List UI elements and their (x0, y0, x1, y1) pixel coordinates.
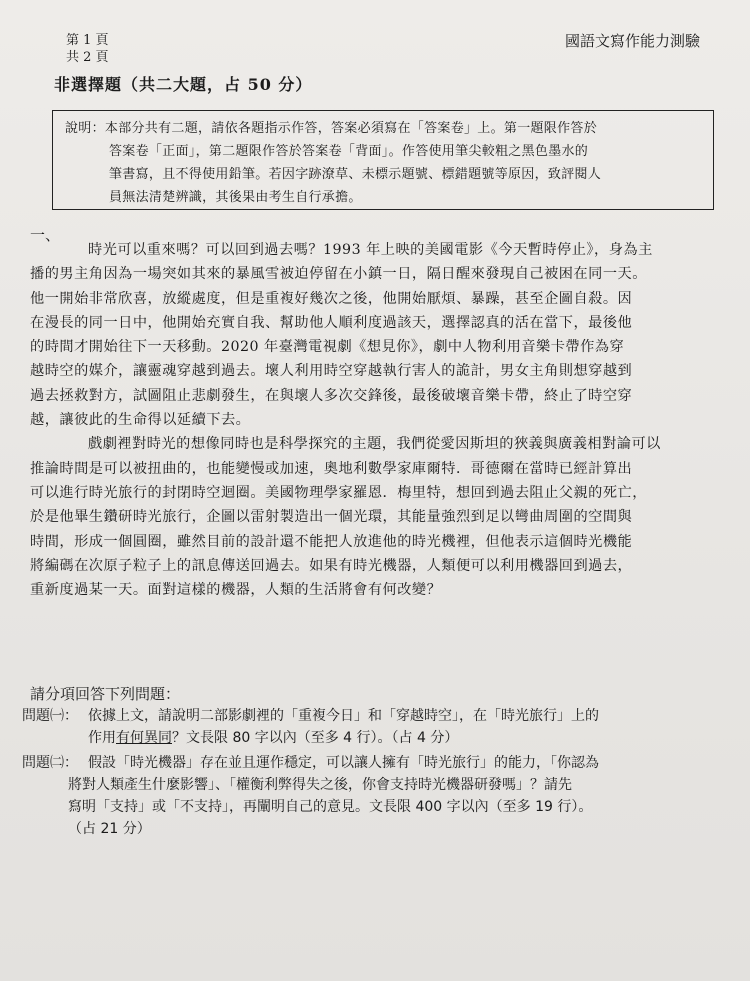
passage-line: 他一開始非常欣喜，放縱處度，但是重複好幾次之後，他開始厭煩、暴躁，甚至企圖自殺。因 (30, 290, 633, 307)
passage-line: 重新度過某一天。面對這樣的機器，人類的生活將會有何改變？ (30, 582, 442, 599)
total-pages-label: 共 2 頁 (66, 50, 109, 65)
question-2-body (68, 752, 728, 840)
q1-text-post: ？文長限 80 字以內（至多 4 行）。（占 4 分） (172, 730, 459, 746)
question-1-body (88, 705, 728, 749)
passage-line: 的時間才開始往下一天移動。2020 年臺灣電視劇《想見你》，劇中人物利用音樂卡帶作為穿 (30, 339, 625, 356)
question-1-line: 依據上文，請說明二部影劇裡的「重複今日」和「穿越時空」，在「時光旅行」上的 (88, 708, 599, 724)
question-2 (22, 752, 742, 844)
q1-underlined-text: 有何異同 (116, 730, 172, 746)
reading-passage (30, 238, 720, 602)
page-number-block (66, 32, 109, 66)
page-label: 第 1 頁 (66, 33, 109, 48)
passage-line: 將編碼在次原子粒子上的訊息傳送回過去。如果有時光機器，人類便可以利用機器回到過去， (30, 557, 633, 574)
passage-line: 時間，形成一個圓圈，雖然目前的設計還不能把人放進他的時光機裡，但他表示這個時光機能 (30, 533, 633, 550)
question-2-label: 問題㈡： (22, 755, 78, 771)
instructions-line: 說明：本部分共有二題，請依各題指示作答，答案必須寫在「答案卷」上。第一題限作答於 (65, 121, 598, 136)
passage-line: 播的男主角因為一場突如其來的暴風雪被迫停留在小鎮一日，隔日醒來發現自己被困在同一天。 (30, 266, 647, 283)
passage-line: 在漫長的同一日中，他開始充實自我、幫助他人順利度過該天，選擇認真的活在當下，最後他 (30, 314, 633, 331)
question-1-label: 問題㈠： (22, 708, 78, 724)
instructions-line: 筆書寫，且不得使用鉛筆。若因字跡潦草、未標示題號、標錯題號等原因，致評閱人 (109, 167, 602, 182)
q1-text-pre: 作用 (88, 730, 116, 746)
instructions-line: 答案卷「正面」，第二題限作答於答案卷「背面」。作答使用筆尖較粗之黑色墨水的 (109, 144, 589, 159)
passage-line: 戲劇裡對時光的想像同時也是科學探究的主題，我們從愛因斯坦的狹義與廣義相對論可以 (88, 436, 661, 453)
passage-line: 過去拯救對方，試圖阻止悲劇發生，在與壞人多次交鋒後，最後破壞音樂卡帶，終止了時空穿 (30, 387, 633, 404)
question-1-line-2 (88, 727, 728, 749)
section-number: 一、 (30, 226, 61, 244)
passage-line: 可以進行時光旅行的封閉時空迴圈。美國物理學家羅恩．梅里特，想回到過去阻止父親的死亡， (30, 484, 647, 501)
question-2-line: 寫明「支持」或「不支持」，再闡明自己的意見。文長限 400 字以內（至多 19 行）。 (68, 799, 593, 815)
exam-title: 國語文寫作能力測驗 (564, 32, 700, 50)
section-title: 非選擇題（共二大題，占 50 分） (54, 75, 313, 94)
passage-line: 時光可以重來嗎？可以回到過去嗎？1993 年上映的美國電影《今天暫時停止》，身為主 (88, 242, 653, 258)
passage-line: 越，讓彼此的生命得以延續下去。 (30, 412, 251, 429)
question-2-line: 假設「時光機器」存在並且運作穩定，可以讓人擁有「時光旅行」的能力，「你認為 (88, 755, 599, 771)
question-2-line: 將對人類產生什麼影響」、「權衡利弊得失之後，你會支持時光機器研發嗎」？請先 (68, 777, 572, 793)
question-2-line: （占 21 分） (68, 821, 151, 837)
question-1 (22, 705, 742, 751)
instructions-box (52, 110, 714, 210)
passage-paragraph-1 (30, 238, 720, 432)
passage-line: 推論時間是可以被扭曲的，也能變慢或加速，奧地利數學家庫爾特．哥德爾在當時已經計算出 (30, 460, 633, 477)
instructions-line: 員無法清楚辨識，其後果由考生自行承擔。 (109, 190, 362, 205)
passage-line: 於是他畢生鑽研時光旅行，企圖以雷射製造出一個光環，其能量強烈到足以彎曲周圍的空間與 (30, 509, 633, 526)
questions-prompt: 請分項回答下列問題： (30, 685, 181, 703)
passage-line: 越時空的媒介，讓靈魂穿越到過去。壞人利用時空穿越執行害人的詭計，男女主角則想穿越到 (30, 363, 633, 380)
passage-paragraph-2 (30, 432, 720, 602)
